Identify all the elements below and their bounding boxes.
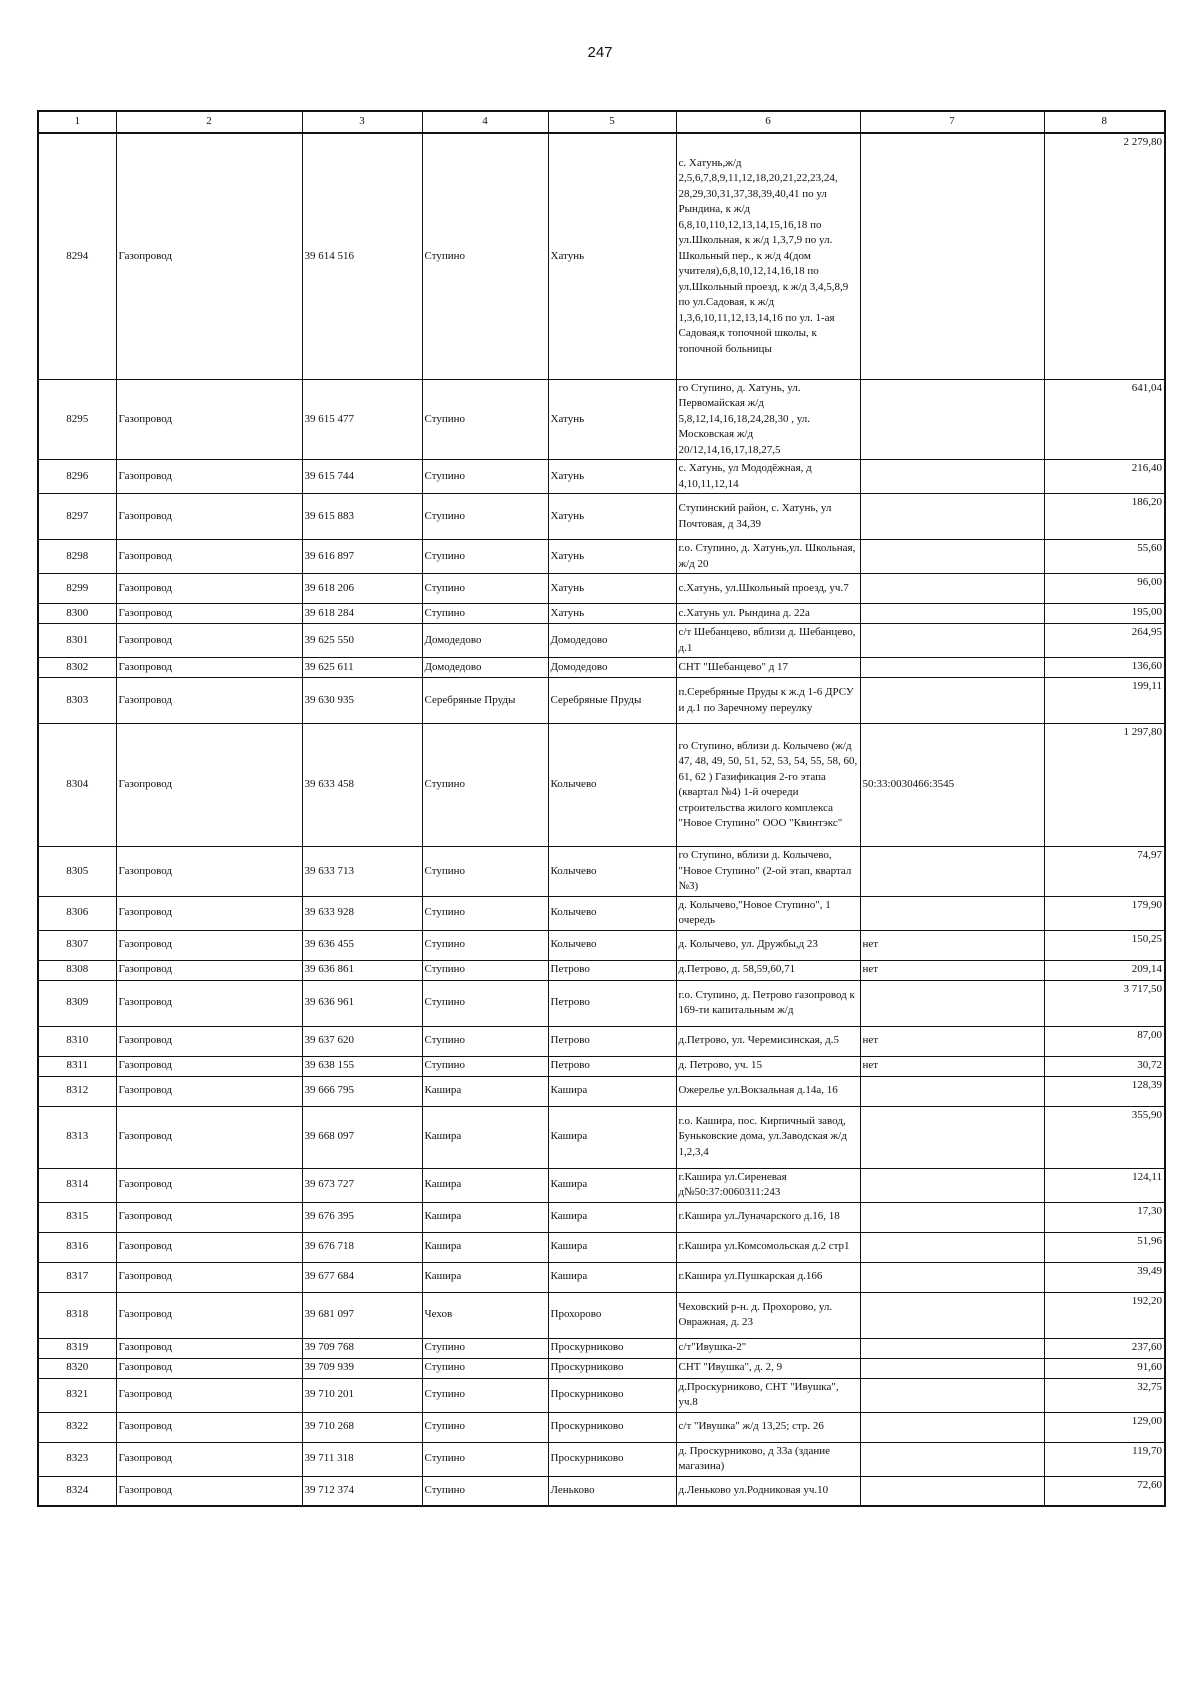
district-name: Домодедово <box>422 624 548 658</box>
object-name: Газопровод <box>116 379 302 460</box>
locality-name: Хатунь <box>548 460 676 494</box>
object-name: Газопровод <box>116 1378 302 1412</box>
locality-name: Петрово <box>548 980 676 1026</box>
cadastral-number: нет <box>860 1026 1044 1056</box>
cadastral-number <box>860 1232 1044 1262</box>
record-number: 8303 <box>38 678 116 724</box>
registry-code: 39 681 097 <box>302 1292 422 1338</box>
pipeline-length: 355,90 <box>1044 1106 1165 1168</box>
object-address: Ступинский район, с. Хатунь, ул Почтовая, д 34,39 <box>676 494 860 540</box>
object-name: Газопровод <box>116 724 302 847</box>
cadastral-number <box>860 1358 1044 1378</box>
registry-code: 39 710 201 <box>302 1378 422 1412</box>
locality-name: Проскурниково <box>548 1442 676 1476</box>
registry-code: 39 636 961 <box>302 980 422 1026</box>
district-name: Ступино <box>422 960 548 980</box>
cadastral-number <box>860 574 1044 604</box>
record-number: 8308 <box>38 960 116 980</box>
object-name: Газопровод <box>116 540 302 574</box>
locality-name: Кашира <box>548 1106 676 1168</box>
object-address: СНТ "Ивушка", д. 2, 9 <box>676 1358 860 1378</box>
pipeline-length: 192,20 <box>1044 1292 1165 1338</box>
table-row <box>38 678 1165 724</box>
object-address: с/т Шебанцево, вблизи д. Шебанцево, д.1 <box>676 624 860 658</box>
table-row <box>38 1056 1165 1076</box>
registry-code: 39 633 713 <box>302 847 422 897</box>
registry-code: 39 673 727 <box>302 1168 422 1202</box>
record-number: 8300 <box>38 604 116 624</box>
object-address: с. Хатунь,ж/д 2,5,6,7,8,9,11,12,18,20,21,22,23,24, 28,29,30,31,37,38,39,40,41 по ул Рындина, к ж/д 6,8,10,110,12,13,14,15,16,18 по ул.Школьная, к ж/д 1,3,7,9 по ул. Школьный пер., к ж/д 4(дом учителя),6,8,10,12,14,16,18 по ул.Школьный проезд, к ж/д 3,4,5,8,9 по ул.Садовая, к ж/д 1,3,6,10,11,12,13,14,16 по ул. 1-ая Садовая,к топочной школы, к топочной больницы <box>676 133 860 379</box>
pipeline-length: 55,60 <box>1044 540 1165 574</box>
table-row <box>38 1168 1165 1202</box>
cadastral-number <box>860 896 1044 930</box>
column-header: 6 <box>676 111 860 133</box>
district-name: Серебряные Пруды <box>422 678 548 724</box>
registry-code: 39 618 284 <box>302 604 422 624</box>
object-address: д.Петрово, д. 58,59,60,71 <box>676 960 860 980</box>
record-number: 8309 <box>38 980 116 1026</box>
object-address: г.о. Кашира, пос. Кирпичный завод, Буньковские дома, ул.Заводская ж/д 1,2,3,4 <box>676 1106 860 1168</box>
cadastral-number <box>860 1412 1044 1442</box>
object-address: д. Проскурниково, д 33а (здание магазина) <box>676 1442 860 1476</box>
table-row <box>38 460 1165 494</box>
object-address: го Ступино, вблизи д. Колычево, "Новое Ступино" (2-ой этап, квартал №3) <box>676 847 860 897</box>
district-name: Ступино <box>422 574 548 604</box>
gas-pipeline-registry-table <box>37 110 1166 1507</box>
district-name: Ступино <box>422 604 548 624</box>
district-name: Ступино <box>422 1378 548 1412</box>
object-address: г.Кашира ул.Луначарского д.16, 18 <box>676 1202 860 1232</box>
table-row <box>38 1076 1165 1106</box>
object-address: д. Петрово, уч. 15 <box>676 1056 860 1076</box>
object-name: Газопровод <box>116 847 302 897</box>
record-number: 8320 <box>38 1358 116 1378</box>
district-name: Ступино <box>422 930 548 960</box>
column-header: 7 <box>860 111 1044 133</box>
district-name: Ступино <box>422 980 548 1026</box>
object-name: Газопровод <box>116 1262 302 1292</box>
record-number: 8316 <box>38 1232 116 1262</box>
pipeline-length: 87,00 <box>1044 1026 1165 1056</box>
column-header: 5 <box>548 111 676 133</box>
page-number: 247 <box>587 44 613 61</box>
record-number: 8307 <box>38 930 116 960</box>
object-address: г.Кашира ул.Пушкарская д.166 <box>676 1262 860 1292</box>
district-name: Кашира <box>422 1106 548 1168</box>
object-name: Газопровод <box>116 658 302 678</box>
registry-code: 39 711 318 <box>302 1442 422 1476</box>
locality-name: Проскурниково <box>548 1378 676 1412</box>
object-name: Газопровод <box>116 1106 302 1168</box>
object-name: Газопровод <box>116 1292 302 1338</box>
object-address: с.Хатунь, ул.Школьный проезд, уч.7 <box>676 574 860 604</box>
cadastral-number <box>860 1476 1044 1506</box>
district-name: Ступино <box>422 724 548 847</box>
object-name: Газопровод <box>116 1202 302 1232</box>
table-row <box>38 379 1165 460</box>
cadastral-number <box>860 1378 1044 1412</box>
locality-name: Хатунь <box>548 379 676 460</box>
locality-name: Колычево <box>548 847 676 897</box>
registry-code: 39 625 550 <box>302 624 422 658</box>
locality-name: Хатунь <box>548 133 676 379</box>
pipeline-length: 96,00 <box>1044 574 1165 604</box>
registry-code: 39 633 928 <box>302 896 422 930</box>
cadastral-number <box>860 379 1044 460</box>
registry-code: 39 709 939 <box>302 1358 422 1378</box>
registry-code: 39 710 268 <box>302 1412 422 1442</box>
table-row <box>38 133 1165 379</box>
object-address: г.Кашира ул.Сиреневая д№50:37:0060311:243 <box>676 1168 860 1202</box>
object-address: с. Хатунь, ул Мододёжная, д 4,10,11,12,14 <box>676 460 860 494</box>
pipeline-length: 119,70 <box>1044 1442 1165 1476</box>
registry-code: 39 676 718 <box>302 1232 422 1262</box>
pipeline-length: 264,95 <box>1044 624 1165 658</box>
record-number: 8305 <box>38 847 116 897</box>
registry-code: 39 615 883 <box>302 494 422 540</box>
registry-code: 39 677 684 <box>302 1262 422 1292</box>
object-name: Газопровод <box>116 624 302 658</box>
district-name: Кашира <box>422 1232 548 1262</box>
table-row <box>38 574 1165 604</box>
cadastral-number <box>860 1168 1044 1202</box>
registry-code: 39 636 455 <box>302 930 422 960</box>
cadastral-number <box>860 604 1044 624</box>
table-row <box>38 1338 1165 1358</box>
column-number-header-row <box>38 111 1165 133</box>
registry-code: 39 676 395 <box>302 1202 422 1232</box>
record-number: 8321 <box>38 1378 116 1412</box>
column-header: 4 <box>422 111 548 133</box>
district-name: Ступино <box>422 1358 548 1378</box>
object-name: Газопровод <box>116 1442 302 1476</box>
district-name: Ступино <box>422 1026 548 1056</box>
object-name: Газопровод <box>116 980 302 1026</box>
cadastral-number <box>860 1442 1044 1476</box>
pipeline-length: 1 297,80 <box>1044 724 1165 847</box>
cadastral-number <box>860 1262 1044 1292</box>
registry-code: 39 668 097 <box>302 1106 422 1168</box>
record-number: 8295 <box>38 379 116 460</box>
registry-code: 39 615 477 <box>302 379 422 460</box>
cadastral-number <box>860 1202 1044 1232</box>
record-number: 8317 <box>38 1262 116 1292</box>
record-number: 8323 <box>38 1442 116 1476</box>
cadastral-number <box>860 133 1044 379</box>
locality-name: Хатунь <box>548 494 676 540</box>
district-name: Кашира <box>422 1168 548 1202</box>
locality-name: Кашира <box>548 1076 676 1106</box>
object-address: г.о. Ступино, д. Хатунь,ул. Школьная, ж/д 20 <box>676 540 860 574</box>
object-address: с.Хатунь ул. Рындина д. 22а <box>676 604 860 624</box>
cadastral-number <box>860 460 1044 494</box>
pipeline-length: 128,39 <box>1044 1076 1165 1106</box>
object-address: д.Проскурниково, СНТ "Ивушка", уч.8 <box>676 1378 860 1412</box>
pipeline-length: 237,60 <box>1044 1338 1165 1358</box>
object-name: Газопровод <box>116 930 302 960</box>
table-row <box>38 1202 1165 1232</box>
district-name: Домодедово <box>422 658 548 678</box>
locality-name: Проскурниково <box>548 1338 676 1358</box>
record-number: 8318 <box>38 1292 116 1338</box>
locality-name: Петрово <box>548 960 676 980</box>
cadastral-number <box>860 678 1044 724</box>
cadastral-number <box>860 624 1044 658</box>
pipeline-length: 91,60 <box>1044 1358 1165 1378</box>
table-row <box>38 1358 1165 1378</box>
object-name: Газопровод <box>116 1232 302 1262</box>
table-row <box>38 1232 1165 1262</box>
locality-name: Проскурниково <box>548 1412 676 1442</box>
locality-name: Домодедово <box>548 624 676 658</box>
locality-name: Домодедово <box>548 658 676 678</box>
locality-name: Колычево <box>548 930 676 960</box>
record-number: 8313 <box>38 1106 116 1168</box>
registry-code: 39 637 620 <box>302 1026 422 1056</box>
district-name: Ступино <box>422 133 548 379</box>
object-name: Газопровод <box>116 678 302 724</box>
object-address: д. Колычево,"Новое Ступино", 1 очередь <box>676 896 860 930</box>
table-row <box>38 1412 1165 1442</box>
cadastral-number <box>860 658 1044 678</box>
cadastral-number <box>860 847 1044 897</box>
table-row <box>38 494 1165 540</box>
record-number: 8301 <box>38 624 116 658</box>
pipeline-length: 51,96 <box>1044 1232 1165 1262</box>
object-address: с/т"Ивушка-2" <box>676 1338 860 1358</box>
table-row <box>38 1262 1165 1292</box>
object-address: Чеховский р-н. д. Прохорово, ул. Овражная, д. 23 <box>676 1292 860 1338</box>
district-name: Ступино <box>422 540 548 574</box>
locality-name: Кашира <box>548 1262 676 1292</box>
table-row <box>38 1026 1165 1056</box>
district-name: Ступино <box>422 494 548 540</box>
registry-code: 39 633 458 <box>302 724 422 847</box>
pipeline-length: 30,72 <box>1044 1056 1165 1076</box>
cadastral-number <box>860 980 1044 1026</box>
object-name: Газопровод <box>116 1026 302 1056</box>
district-name: Кашира <box>422 1202 548 1232</box>
registry-code: 39 712 374 <box>302 1476 422 1506</box>
object-address: го Ступино, вблизи д. Колычево (ж/д 47, 48, 49, 50, 51, 52, 53, 54, 55, 58, 60, 61, 62 ) Газификация 2-го этапа (квартал №4) 1-й очереди строительства жилого комплекса "Новое Ступино" ООО "Квинтэкс" <box>676 724 860 847</box>
object-address: с/т "Ивушка" ж/д 13,25; стр. 26 <box>676 1412 860 1442</box>
pipeline-length: 195,00 <box>1044 604 1165 624</box>
locality-name: Петрово <box>548 1056 676 1076</box>
district-name: Кашира <box>422 1076 548 1106</box>
object-name: Газопровод <box>116 604 302 624</box>
pipeline-length: 2 279,80 <box>1044 133 1165 379</box>
record-number: 8304 <box>38 724 116 847</box>
registry-code: 39 638 155 <box>302 1056 422 1076</box>
object-name: Газопровод <box>116 1168 302 1202</box>
locality-name: Прохорово <box>548 1292 676 1338</box>
cadastral-number: нет <box>860 960 1044 980</box>
district-name: Ступино <box>422 460 548 494</box>
record-number: 8298 <box>38 540 116 574</box>
cadastral-number <box>860 540 1044 574</box>
locality-name: Колычево <box>548 724 676 847</box>
table-row <box>38 1378 1165 1412</box>
object-name: Газопровод <box>116 960 302 980</box>
district-name: Ступино <box>422 1476 548 1506</box>
table-row <box>38 980 1165 1026</box>
pipeline-length: 39,49 <box>1044 1262 1165 1292</box>
cadastral-number <box>860 494 1044 540</box>
record-number: 8310 <box>38 1026 116 1056</box>
object-name: Газопровод <box>116 494 302 540</box>
table-row <box>38 540 1165 574</box>
district-name: Чехов <box>422 1292 548 1338</box>
cadastral-number <box>860 1076 1044 1106</box>
pipeline-length: 136,60 <box>1044 658 1165 678</box>
table-row <box>38 847 1165 897</box>
district-name: Ступино <box>422 1412 548 1442</box>
table-row <box>38 624 1165 658</box>
object-name: Газопровод <box>116 1358 302 1378</box>
cadastral-number <box>860 1106 1044 1168</box>
pipeline-length: 74,97 <box>1044 847 1165 897</box>
registry-code: 39 666 795 <box>302 1076 422 1106</box>
record-number: 8324 <box>38 1476 116 1506</box>
table-row <box>38 1442 1165 1476</box>
table-row <box>38 1292 1165 1338</box>
registry-code: 39 614 516 <box>302 133 422 379</box>
record-number: 8312 <box>38 1076 116 1106</box>
pipeline-length: 129,00 <box>1044 1412 1165 1442</box>
registry-code: 39 709 768 <box>302 1338 422 1358</box>
pipeline-length: 32,75 <box>1044 1378 1165 1412</box>
locality-name: Кашира <box>548 1202 676 1232</box>
record-number: 8302 <box>38 658 116 678</box>
object-address: СНТ "Шебанцево" д 17 <box>676 658 860 678</box>
object-name: Газопровод <box>116 133 302 379</box>
pipeline-length: 199,11 <box>1044 678 1165 724</box>
locality-name: Колычево <box>548 896 676 930</box>
object-name: Газопровод <box>116 1056 302 1076</box>
record-number: 8294 <box>38 133 116 379</box>
column-header: 8 <box>1044 111 1165 133</box>
object-address: п.Серебряные Пруды к ж.д 1-6 ДРСУ и д.1 по Заречному переулку <box>676 678 860 724</box>
pipeline-length: 216,40 <box>1044 460 1165 494</box>
registry-code: 39 636 861 <box>302 960 422 980</box>
cadastral-number <box>860 1292 1044 1338</box>
pipeline-length: 17,30 <box>1044 1202 1165 1232</box>
object-name: Газопровод <box>116 1476 302 1506</box>
object-address: г.о. Ступино, д. Петрово газопровод к 169-ти капитальным ж/д <box>676 980 860 1026</box>
pipeline-length: 186,20 <box>1044 494 1165 540</box>
pipeline-length: 641,04 <box>1044 379 1165 460</box>
locality-name: Хатунь <box>548 574 676 604</box>
object-address: д.Леньково ул.Родниковая уч.10 <box>676 1476 860 1506</box>
record-number: 8297 <box>38 494 116 540</box>
record-number: 8296 <box>38 460 116 494</box>
pipeline-length: 3 717,50 <box>1044 980 1165 1026</box>
registry-code: 39 616 897 <box>302 540 422 574</box>
pipeline-length: 150,25 <box>1044 930 1165 960</box>
district-name: Ступино <box>422 1056 548 1076</box>
object-address: д.Петрово, ул. Черемисинская, д.5 <box>676 1026 860 1056</box>
district-name: Ступино <box>422 847 548 897</box>
district-name: Ступино <box>422 1442 548 1476</box>
object-name: Газопровод <box>116 896 302 930</box>
object-name: Газопровод <box>116 1338 302 1358</box>
district-name: Ступино <box>422 379 548 460</box>
record-number: 8322 <box>38 1412 116 1442</box>
pipeline-length: 124,11 <box>1044 1168 1165 1202</box>
table-row <box>38 930 1165 960</box>
object-name: Газопровод <box>116 1412 302 1442</box>
object-name: Газопровод <box>116 574 302 604</box>
locality-name: Кашира <box>548 1168 676 1202</box>
table-row <box>38 1476 1165 1506</box>
cadastral-number: нет <box>860 1056 1044 1076</box>
registry-code: 39 625 611 <box>302 658 422 678</box>
locality-name: Петрово <box>548 1026 676 1056</box>
registry-code: 39 615 744 <box>302 460 422 494</box>
district-name: Кашира <box>422 1262 548 1292</box>
cadastral-number: нет <box>860 930 1044 960</box>
object-name: Газопровод <box>116 460 302 494</box>
registry-code: 39 618 206 <box>302 574 422 604</box>
object-name: Газопровод <box>116 1076 302 1106</box>
table-row <box>38 724 1165 847</box>
district-name: Ступино <box>422 896 548 930</box>
record-number: 8306 <box>38 896 116 930</box>
locality-name: Кашира <box>548 1232 676 1262</box>
object-address: д. Колычево, ул. Дружбы,д 23 <box>676 930 860 960</box>
table-row <box>38 896 1165 930</box>
locality-name: Хатунь <box>548 540 676 574</box>
record-number: 8314 <box>38 1168 116 1202</box>
column-header: 2 <box>116 111 302 133</box>
cadastral-number <box>860 1338 1044 1358</box>
record-number: 8299 <box>38 574 116 604</box>
record-number: 8311 <box>38 1056 116 1076</box>
cadastral-number: 50:33:0030466:3545 <box>860 724 1044 847</box>
pipeline-length: 179,90 <box>1044 896 1165 930</box>
locality-name: Хатунь <box>548 604 676 624</box>
object-address: го Ступино, д. Хатунь, ул. Первомайская ж/д 5,8,12,14,16,18,24,28,30 , ул. Московская ж/д 20/12,14,16,17,18,27,5 <box>676 379 860 460</box>
registry-code: 39 630 935 <box>302 678 422 724</box>
column-header: 1 <box>38 111 116 133</box>
table-row <box>38 960 1165 980</box>
object-address: Ожерелье ул.Вокзальная д.14а, 16 <box>676 1076 860 1106</box>
pipeline-length: 72,60 <box>1044 1476 1165 1506</box>
object-address: г.Кашира ул.Комсомольская д.2 стр1 <box>676 1232 860 1262</box>
table-row <box>38 1106 1165 1168</box>
locality-name: Серебряные Пруды <box>548 678 676 724</box>
record-number: 8319 <box>38 1338 116 1358</box>
district-name: Ступино <box>422 1338 548 1358</box>
column-header: 3 <box>302 111 422 133</box>
table-row <box>38 658 1165 678</box>
record-number: 8315 <box>38 1202 116 1232</box>
pipeline-length: 209,14 <box>1044 960 1165 980</box>
locality-name: Леньково <box>548 1476 676 1506</box>
table-row <box>38 604 1165 624</box>
locality-name: Проскурниково <box>548 1358 676 1378</box>
